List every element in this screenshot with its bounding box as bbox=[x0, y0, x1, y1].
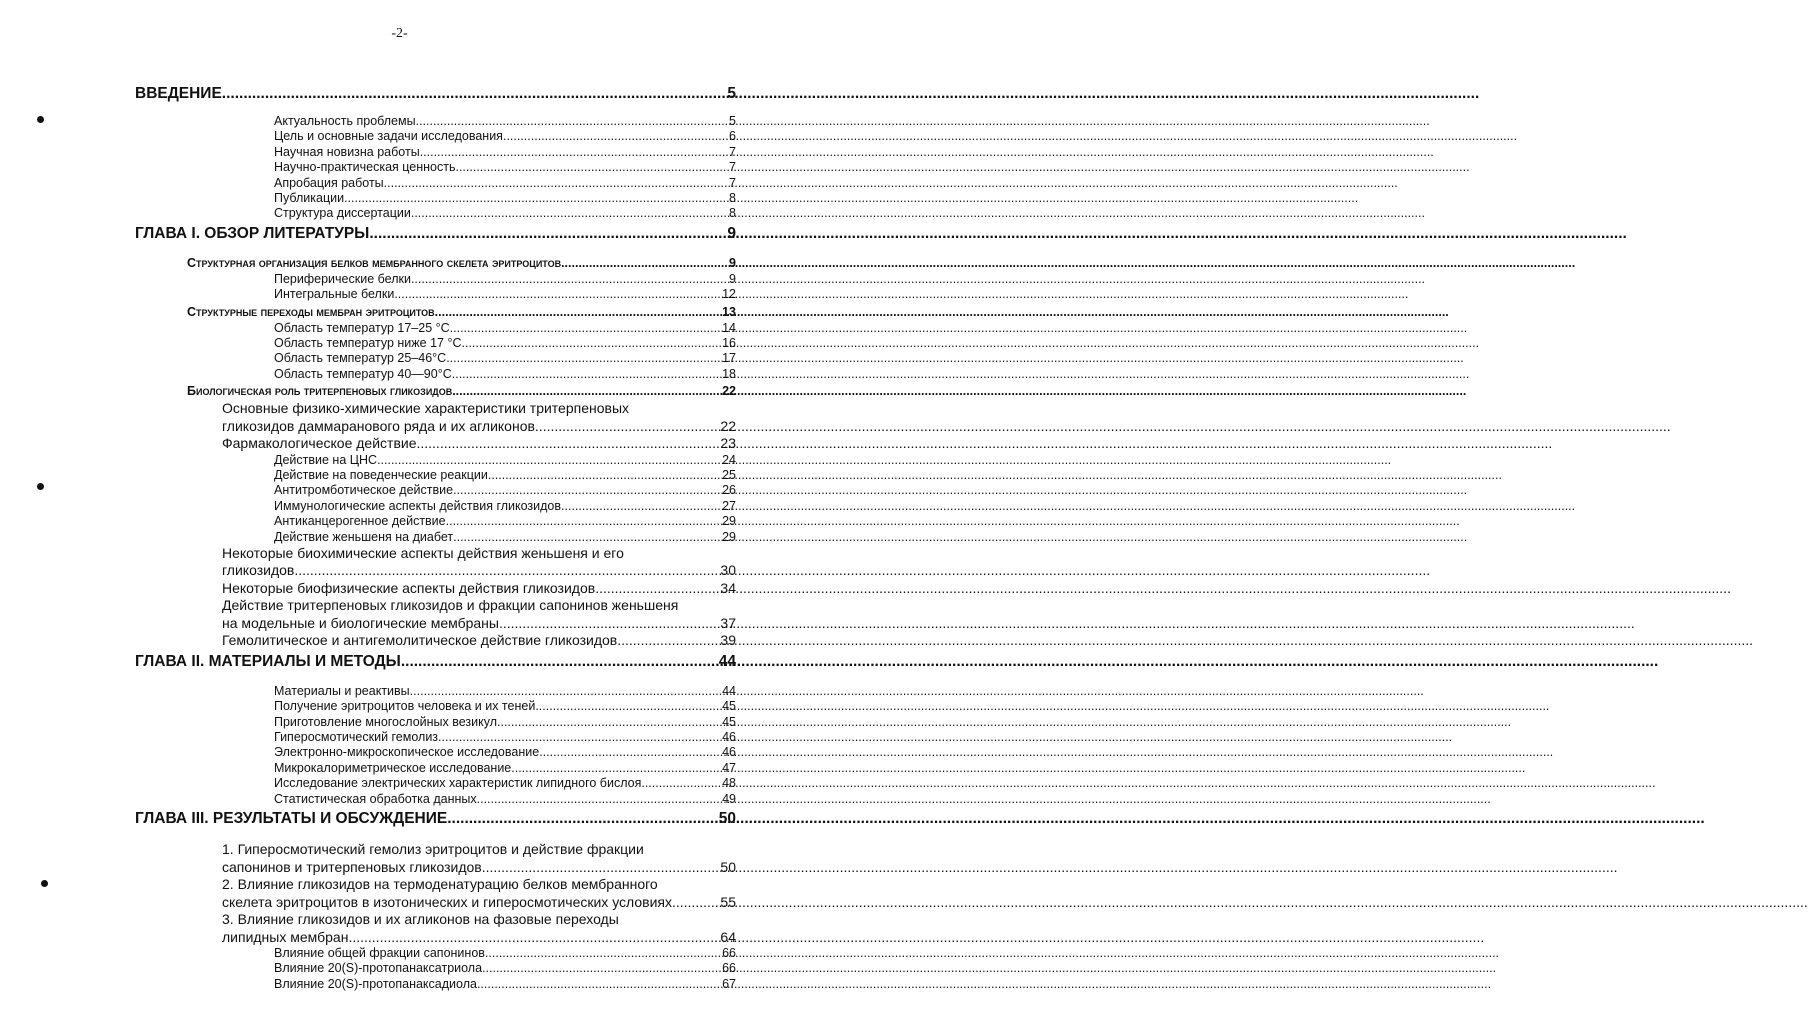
toc-item[interactable]: Апробация работы ..... 7 bbox=[274, 176, 736, 191]
toc-item[interactable]: Актуальность проблемы ..... 5 bbox=[274, 114, 736, 129]
toc-item[interactable]: Исследование электрических характеристик липидного бислоя ..... 48 bbox=[274, 776, 736, 791]
toc-item[interactable]: Получение эритроцитов человека и их теней ..... 45 bbox=[274, 699, 736, 714]
toc-item[interactable]: Статистическая обработка данных ..... 49 bbox=[274, 792, 736, 807]
toc-item[interactable]: Действие женьшеня на диабет ..... 29 bbox=[274, 530, 736, 545]
toc-item[interactable]: Область температур 40—90°С. ..... 18 bbox=[274, 367, 736, 382]
toc-item[interactable]: Область температур 25–46°С. ..... 17 bbox=[274, 351, 736, 366]
toc-subsection[interactable]: 2. Влияние гликозидов на термоденатурацию белков мембранного скелета эритроцитов в изотонических и гиперосмотических условиях ..... 55 bbox=[222, 876, 736, 911]
toc-item[interactable]: Публикации ..... 8 bbox=[274, 191, 736, 206]
page-number: -2- bbox=[391, 26, 408, 41]
toc-section[interactable]: Структурные переходы мембран эритроцитов ..... 13 bbox=[187, 303, 736, 321]
toc-item[interactable]: Область температур 17–25 °С. ..... 14 bbox=[274, 321, 736, 336]
toc-subsection[interactable]: Некоторые биохимические аспекты действия женьшеня и его гликозидов ..... 30 bbox=[222, 545, 736, 580]
toc-chapter-2[interactable]: ГЛАВА II. МАТЕРИАЛЫ И МЕТОДЫ ..... 44 bbox=[135, 650, 736, 674]
toc-subsection[interactable]: Гемолитическое и антигемолитическое действие гликозидов ..... 39 bbox=[222, 632, 736, 650]
table-of-contents bbox=[0, 82, 799, 992]
toc-item[interactable]: Влияние 20(S)-протопанаксадиола ..... 67 bbox=[274, 977, 736, 992]
toc-item[interactable]: Влияние 20(S)-протопанаксатриола ..... 66 bbox=[274, 961, 736, 976]
toc-subsection[interactable]: 3. Влияние гликозидов и их агликонов на фазовые переходы липидных мембран ..... 64 bbox=[222, 911, 736, 946]
toc-chapter-1[interactable]: ГЛАВА I. ОБЗОР ЛИТЕРАТУРЫ ..... 9 bbox=[135, 222, 736, 246]
toc-item[interactable]: Интегральные белки ..... 12 bbox=[274, 287, 736, 302]
toc-item[interactable]: Действие на поведенческие реакции ..... 25 bbox=[274, 468, 736, 483]
toc-subsection[interactable]: Фармакологическое действие ..... 23 bbox=[222, 435, 736, 453]
toc-item[interactable]: Структура диссертации ..... 8 bbox=[274, 206, 736, 221]
toc-item[interactable]: Микрокалориметрическое исследование ..... 47 bbox=[274, 761, 736, 776]
toc-section[interactable]: Структурная организация белков мембранного скелета эритроцитов ..... 9 bbox=[187, 254, 736, 272]
toc-item[interactable]: Электронно-микроскопическое исследование ..... 46 bbox=[274, 745, 736, 760]
toc-subsection[interactable]: Основные физико-химические характеристики тритерпеновых гликозидов даммаранового ряда и их агликонов ..... 22 bbox=[222, 400, 736, 435]
toc-chapter-intro[interactable]: ВВЕДЕНИЕ ..... 5 bbox=[135, 82, 736, 106]
toc-chapter-3[interactable]: ГЛАВА III. РЕЗУЛЬТАТЫ И ОБСУЖДЕНИЕ ..... 50 bbox=[135, 807, 736, 831]
toc-item[interactable]: Цель и основные задачи исследования ..... 6 bbox=[274, 129, 736, 144]
intro-items bbox=[0, 114, 799, 222]
toc-item[interactable]: Область температур ниже 17 °С. ..... 16 bbox=[274, 336, 736, 351]
toc-item[interactable]: Иммунологические аспекты действия гликозидов ..... 27 bbox=[274, 499, 736, 514]
toc-item[interactable]: Материалы и реактивы ..... 44 bbox=[274, 684, 736, 699]
toc-item[interactable]: Научная новизна работы ..... 7 bbox=[274, 145, 736, 160]
toc-item[interactable]: Действие на ЦНС ..... 24 bbox=[274, 453, 736, 468]
toc-item[interactable]: Научно-практическая ценность ..... 7 bbox=[274, 160, 736, 175]
toc-item[interactable]: Влияние общей фракции сапонинов ..... 66 bbox=[274, 946, 736, 961]
toc-item[interactable]: Гиперосмотический гемолиз ..... 46 bbox=[274, 730, 736, 745]
toc-item[interactable]: Антитромботическое действие ..... 26 bbox=[274, 483, 736, 498]
toc-subsection[interactable]: Некоторые биофизические аспекты действия гликозидов ..... 34 bbox=[222, 580, 736, 598]
toc-item[interactable]: Приготовление многослойных везикул ..... 45 bbox=[274, 715, 736, 730]
toc-subsection[interactable]: 1. Гиперосмотический гемолиз эритроцитов и действие фракции сапонинов и тритерпеновых гликозидов ..... 50 bbox=[222, 841, 736, 876]
toc-item[interactable]: Антиканцерогенное действие ..... 29 bbox=[274, 514, 736, 529]
toc-item[interactable]: Периферические белки ..... 9 bbox=[274, 272, 736, 287]
toc-subsection[interactable]: Действие тритерпеновых гликозидов и фракции сапонинов женьшеня на модельные и биологические мембраны ..... 37 bbox=[222, 597, 736, 632]
toc-section[interactable]: Биологическая роль тритерпеновых гликозидов ..... 22 bbox=[187, 382, 736, 400]
